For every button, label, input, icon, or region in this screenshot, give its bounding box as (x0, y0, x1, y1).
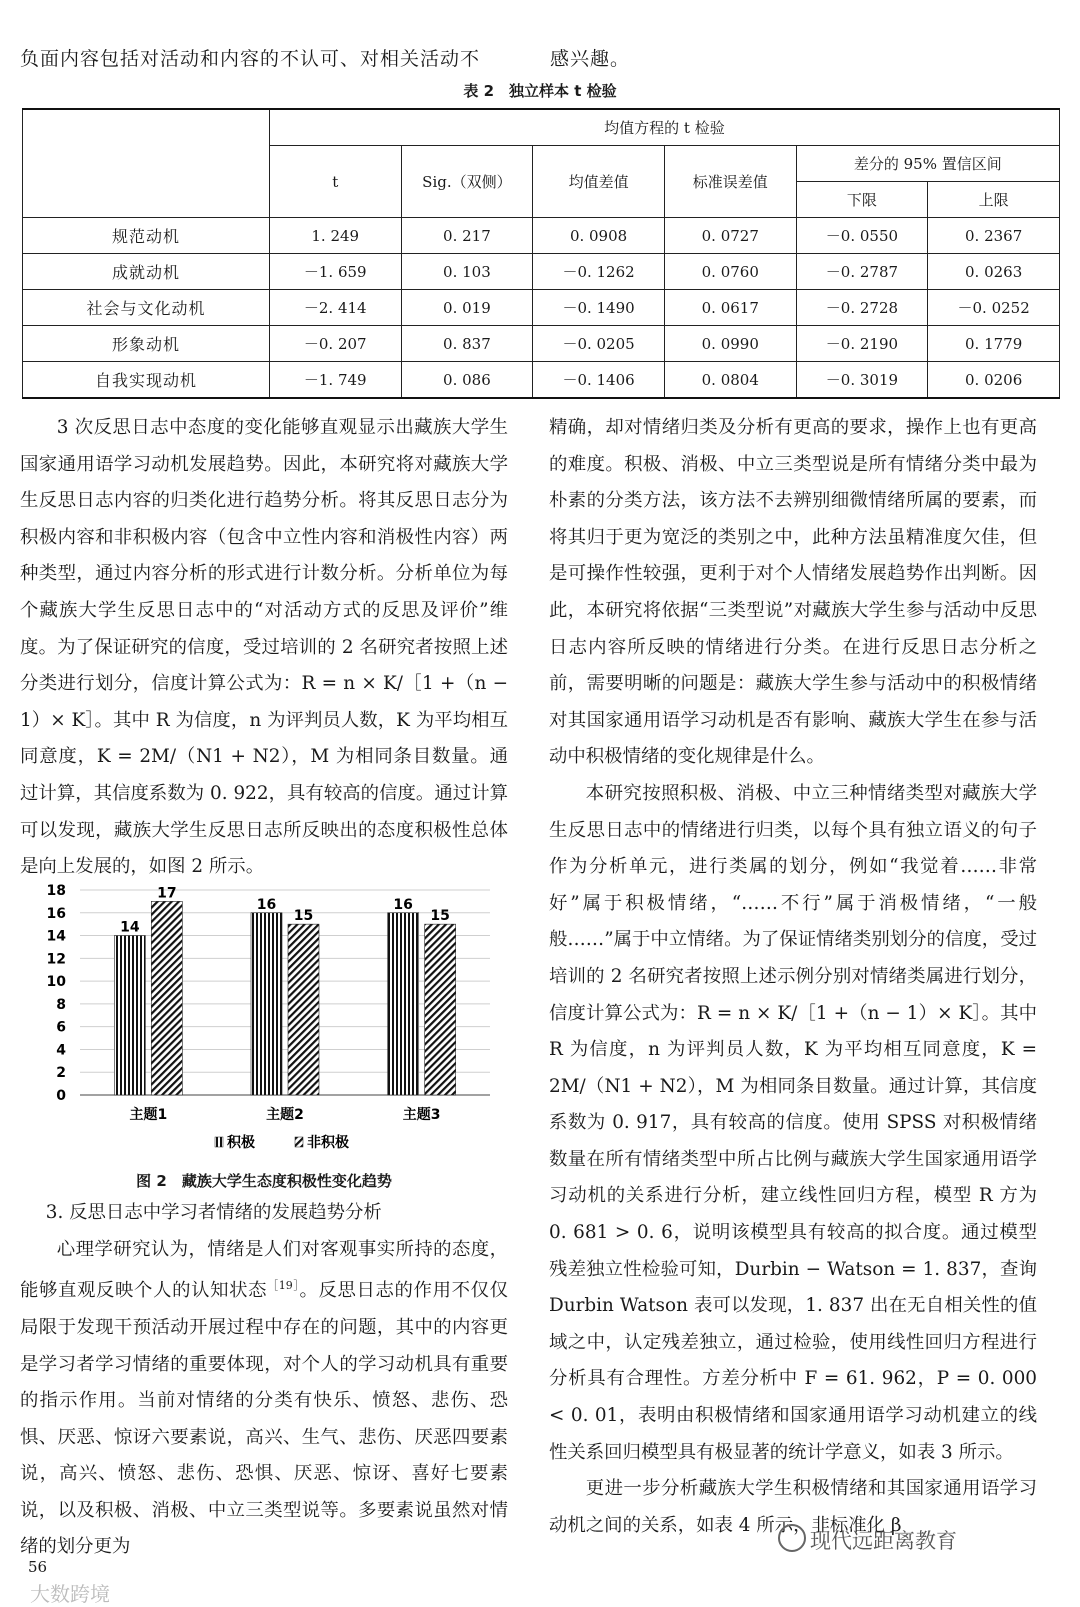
bar-positive (388, 913, 419, 1095)
section-heading: 3. 反思日志中学习者情绪的发展趋势分析 (45, 1202, 382, 1223)
table-cell: 0. 0908 (533, 218, 665, 254)
paragraph: 更进一步分析藏族大学生积极情绪和其国家通用语学习动机之间的关系，如表 4 所示，非标准化 β (549, 1478, 1037, 1536)
row-label: 形象动机 (23, 326, 270, 362)
table-cell: －1. 749 (269, 362, 401, 399)
col-header-mean-diff: 均值差值 (533, 146, 665, 218)
top-continuation-line (20, 44, 1060, 71)
table-corner (23, 109, 270, 218)
table-cell: 0. 0990 (664, 326, 796, 362)
data-label: 16 (393, 896, 413, 913)
y-tick-label: 4 (56, 1042, 66, 1059)
table-row (23, 290, 1060, 326)
paragraph: 本研究按照积极、消极、中立三种情绪类型对藏族大学生反思日志中的情绪进行归类，以每个具有独立语义的句子作为分析单元，进行类属的划分，例如“我觉着……非常好”属于积极情绪，“……不行”属于消极情绪，“一般般……”属于中立情绪。为了保证情绪类别划分的信度，受过培训的 2 名研究者按照上述示例分别对情绪类属进行划分，信度计算公式为：R = n × K/［1 +（n − 1）× K］。其中 R 为信度，n 为评判员人数，K 为平均相互同意度，K = 2M/（N1 + N2），M 为相同条目数量。通过计算，其信度系数为 0. 917，具有较高的信度。使用 SPSS 对积极情绪数量在所有情绪类型中所占比例与藏族大学生国家通用语学习动机的关系进行分析，建立线性回归方程，模型 R 方为 0. 681 > 0. 6，说明该模型具有较高的拟合度。通过模型残差独立性检验可知，Durbin − Watson = 1. 837，查询 Durbin Watson 表可以发现，1. 837 出在无自相关性的值域之中，认定残差独立，通过检验，使用线性回归方程进行分析具有合理性。方差分析中 F = 61. 962，P = 0. 000 < 0. 01，表明由积极情绪和国家通用语学习动机建立的线性关系回归模型具有极显著的统计学意义，如表 3 所示。 (549, 782, 1037, 1463)
bar-non-positive (425, 924, 456, 1095)
table-cell: 0. 1779 (928, 326, 1060, 362)
table-cell: 0. 019 (401, 290, 533, 326)
table-row (23, 218, 1060, 254)
row-label: 社会与文化动机 (23, 290, 270, 326)
watermark-left: 大数跨境 (30, 1582, 110, 1606)
table-cell: －0. 3019 (796, 362, 928, 399)
data-label: 17 (157, 885, 177, 902)
table-cell: 0. 0617 (664, 290, 796, 326)
table-cell: 0. 217 (401, 218, 533, 254)
y-tick-label: 16 (46, 905, 66, 922)
top-line-right: 感兴趣。 (550, 48, 631, 70)
table-cell: －0. 207 (269, 326, 401, 362)
table-cell: －0. 0550 (796, 218, 928, 254)
paragraph: 精确，却对情绪归类及分析有更高的要求，操作上也有更高的难度。积极、消极、中立三类型说是所有情绪分类中最为朴素的分类方法，该方法不去辨别细微情绪所属的要素，而将其归于更为宽泛的类别之中，此种方法虽精准度欠佳，但是可操作性较强，更利于对个人情绪发展趋势作出判断。因此，本研究将依据“三类型说”对藏族大学生参与活动中反思日志内容所反映的情绪进行分类。在进行反思日志分析之前，需要明晰的问题是：藏族大学生参与活动中的积极情绪对其国家通用语学习动机是否有影响、藏族大学生在参与活动中积极情绪的变化规律是什么。 (549, 417, 1037, 768)
table-cell: －2. 414 (269, 290, 401, 326)
y-tick-label: 6 (56, 1019, 66, 1036)
left-column-bottom (20, 1195, 508, 1566)
col-header-t: t (269, 146, 401, 218)
table-cell: －0. 1262 (533, 254, 665, 290)
table-cell: －0. 1406 (533, 362, 665, 399)
col-header-std-err: 标准误差值 (664, 146, 796, 218)
table-row (23, 362, 1060, 399)
table-cell: 0. 0263 (928, 254, 1060, 290)
right-column (549, 410, 1037, 1544)
table-group-header: 均值方程的 t 检验 (269, 109, 1059, 146)
table-cell: －0. 0205 (533, 326, 665, 362)
paragraph: 3 次反思日志中态度的变化能够直观显示出藏族大学生国家通用语学习动机发展趋势。因此，本研究将对藏族大学生反思日志内容的归类化进行趋势分析。将其反思日志分为积极内容和非积极内容（包含中立性内容和消极性内容）两种类型，通过内容分析的形式进行计数分析。分析单位为每个藏族大学生反思日志中的“对活动方式的反思及评价”维度。为了保证研究的信度，受过培训的 2 名研究者按照上述分类进行划分，信度计算公式为：R = n × K/［1 +（n − 1）× K］。其中 R 为信度，n 为评判员人数，K 为平均相互同意度，K = 2M/（N1 + N2），M 为相同条目数量。通过计算，其信度系数为 0. 922，具有较高的信度。通过计算可以发现，藏族大学生反思日志所反映出的态度积极性总体是向上发展的，如图 2 所示。 (20, 417, 508, 878)
x-tick-label: 主题2 (266, 1107, 304, 1123)
data-label: 16 (256, 896, 277, 913)
table-cell: －0. 0252 (928, 290, 1060, 326)
paragraph-text: 心理学研究认为，情绪是人们对客观事实所持的态度，能够直观反映个人的认知状态 (20, 1238, 508, 1302)
table-cell: －0. 2190 (796, 326, 928, 362)
table-cell: 0. 0206 (928, 362, 1060, 399)
legend-swatch (295, 1137, 303, 1147)
table-cell: 0. 0760 (664, 254, 796, 290)
table-cell: 0. 2367 (928, 218, 1060, 254)
page-number: 56 (28, 1558, 48, 1576)
table-cell: －0. 2787 (796, 254, 928, 290)
table-cell: 0. 0727 (664, 218, 796, 254)
figure-caption: 图 2 藏族大学生态度积极性变化趋势 (136, 1172, 392, 1190)
y-tick-label: 12 (46, 951, 66, 968)
bar-non-positive (151, 901, 182, 1095)
col-header-ci-upper: 上限 (928, 182, 1060, 218)
chart-y-ticks (47, 883, 67, 1104)
data-label: 14 (120, 919, 140, 936)
table-cell: －1. 659 (269, 254, 401, 290)
y-tick-label: 8 (56, 996, 66, 1013)
legend-swatch (215, 1137, 223, 1147)
row-label: 自我实现动机 (23, 362, 270, 399)
table-caption: 表 2 独立样本 t 检验 (463, 82, 617, 100)
data-label: 15 (430, 908, 450, 925)
x-tick-label: 主题1 (129, 1107, 168, 1123)
data-label: 15 (293, 908, 314, 925)
table-row (23, 326, 1060, 362)
attitude-bar-chart (20, 875, 508, 1165)
bar-positive (251, 913, 282, 1095)
wechat-icon (778, 1524, 806, 1552)
table-cell: 0. 0804 (664, 362, 796, 399)
table-cell: 1. 249 (269, 218, 401, 254)
table-row (23, 254, 1060, 290)
paragraph-text: 。反思日志的作用不仅仅局限于发现干预活动开展过程中存在的问题，其中的内容更是学习者学习情绪的重要体现，对个人的学习动机具有重要的指示作用。当前对情绪的分类有快乐、愤怒、悲伤、恐惧、厌恶、惊讶六要素说，高兴、生气、悲伤、厌恶四要素说，高兴、愤怒、悲伤、恐惧、厌恶、惊讶、喜好七要素说，以及积极、消极、中立三类型说等。多要素说虽然对情绪的划分更为 (20, 1280, 508, 1558)
legend-label: 积极 (227, 1135, 255, 1151)
watermark-right: 现代远距离教育 (810, 1529, 957, 1553)
y-tick-label: 0 (56, 1088, 66, 1104)
chart-legend (215, 1134, 349, 1151)
y-tick-label: 10 (46, 974, 66, 991)
table-cell: 0. 837 (401, 326, 533, 362)
y-tick-label: 2 (56, 1065, 66, 1082)
chart-bars (114, 885, 455, 1095)
row-label: 规范动机 (23, 218, 270, 254)
y-tick-label: 18 (46, 883, 66, 899)
top-line-left: 负面内容包括对活动和内容的不认可、对相关活动不 (20, 48, 481, 70)
paragraph (20, 1232, 508, 1566)
table-cell: －0. 2728 (796, 290, 928, 326)
table-cell: 0. 103 (401, 254, 533, 290)
table-cell: －0. 1490 (533, 290, 665, 326)
y-tick-label: 14 (46, 928, 66, 945)
row-label: 成就动机 (23, 254, 270, 290)
col-header-ci: 差分的 95% 置信区间 (796, 146, 1059, 182)
bar-positive (114, 936, 145, 1095)
bar-non-positive (288, 924, 319, 1095)
chart-x-labels (129, 1106, 440, 1123)
col-header-sig: Sig.（双侧） (401, 146, 533, 218)
col-header-ci-lower: 下限 (796, 182, 928, 218)
x-tick-label: 主题3 (402, 1107, 441, 1123)
left-column-top (20, 410, 508, 886)
t-test-table (22, 108, 1060, 399)
legend-label: 非积极 (307, 1135, 349, 1151)
reference-marker: ［19］ (267, 1279, 300, 1293)
table-cell: 0. 086 (401, 362, 533, 399)
